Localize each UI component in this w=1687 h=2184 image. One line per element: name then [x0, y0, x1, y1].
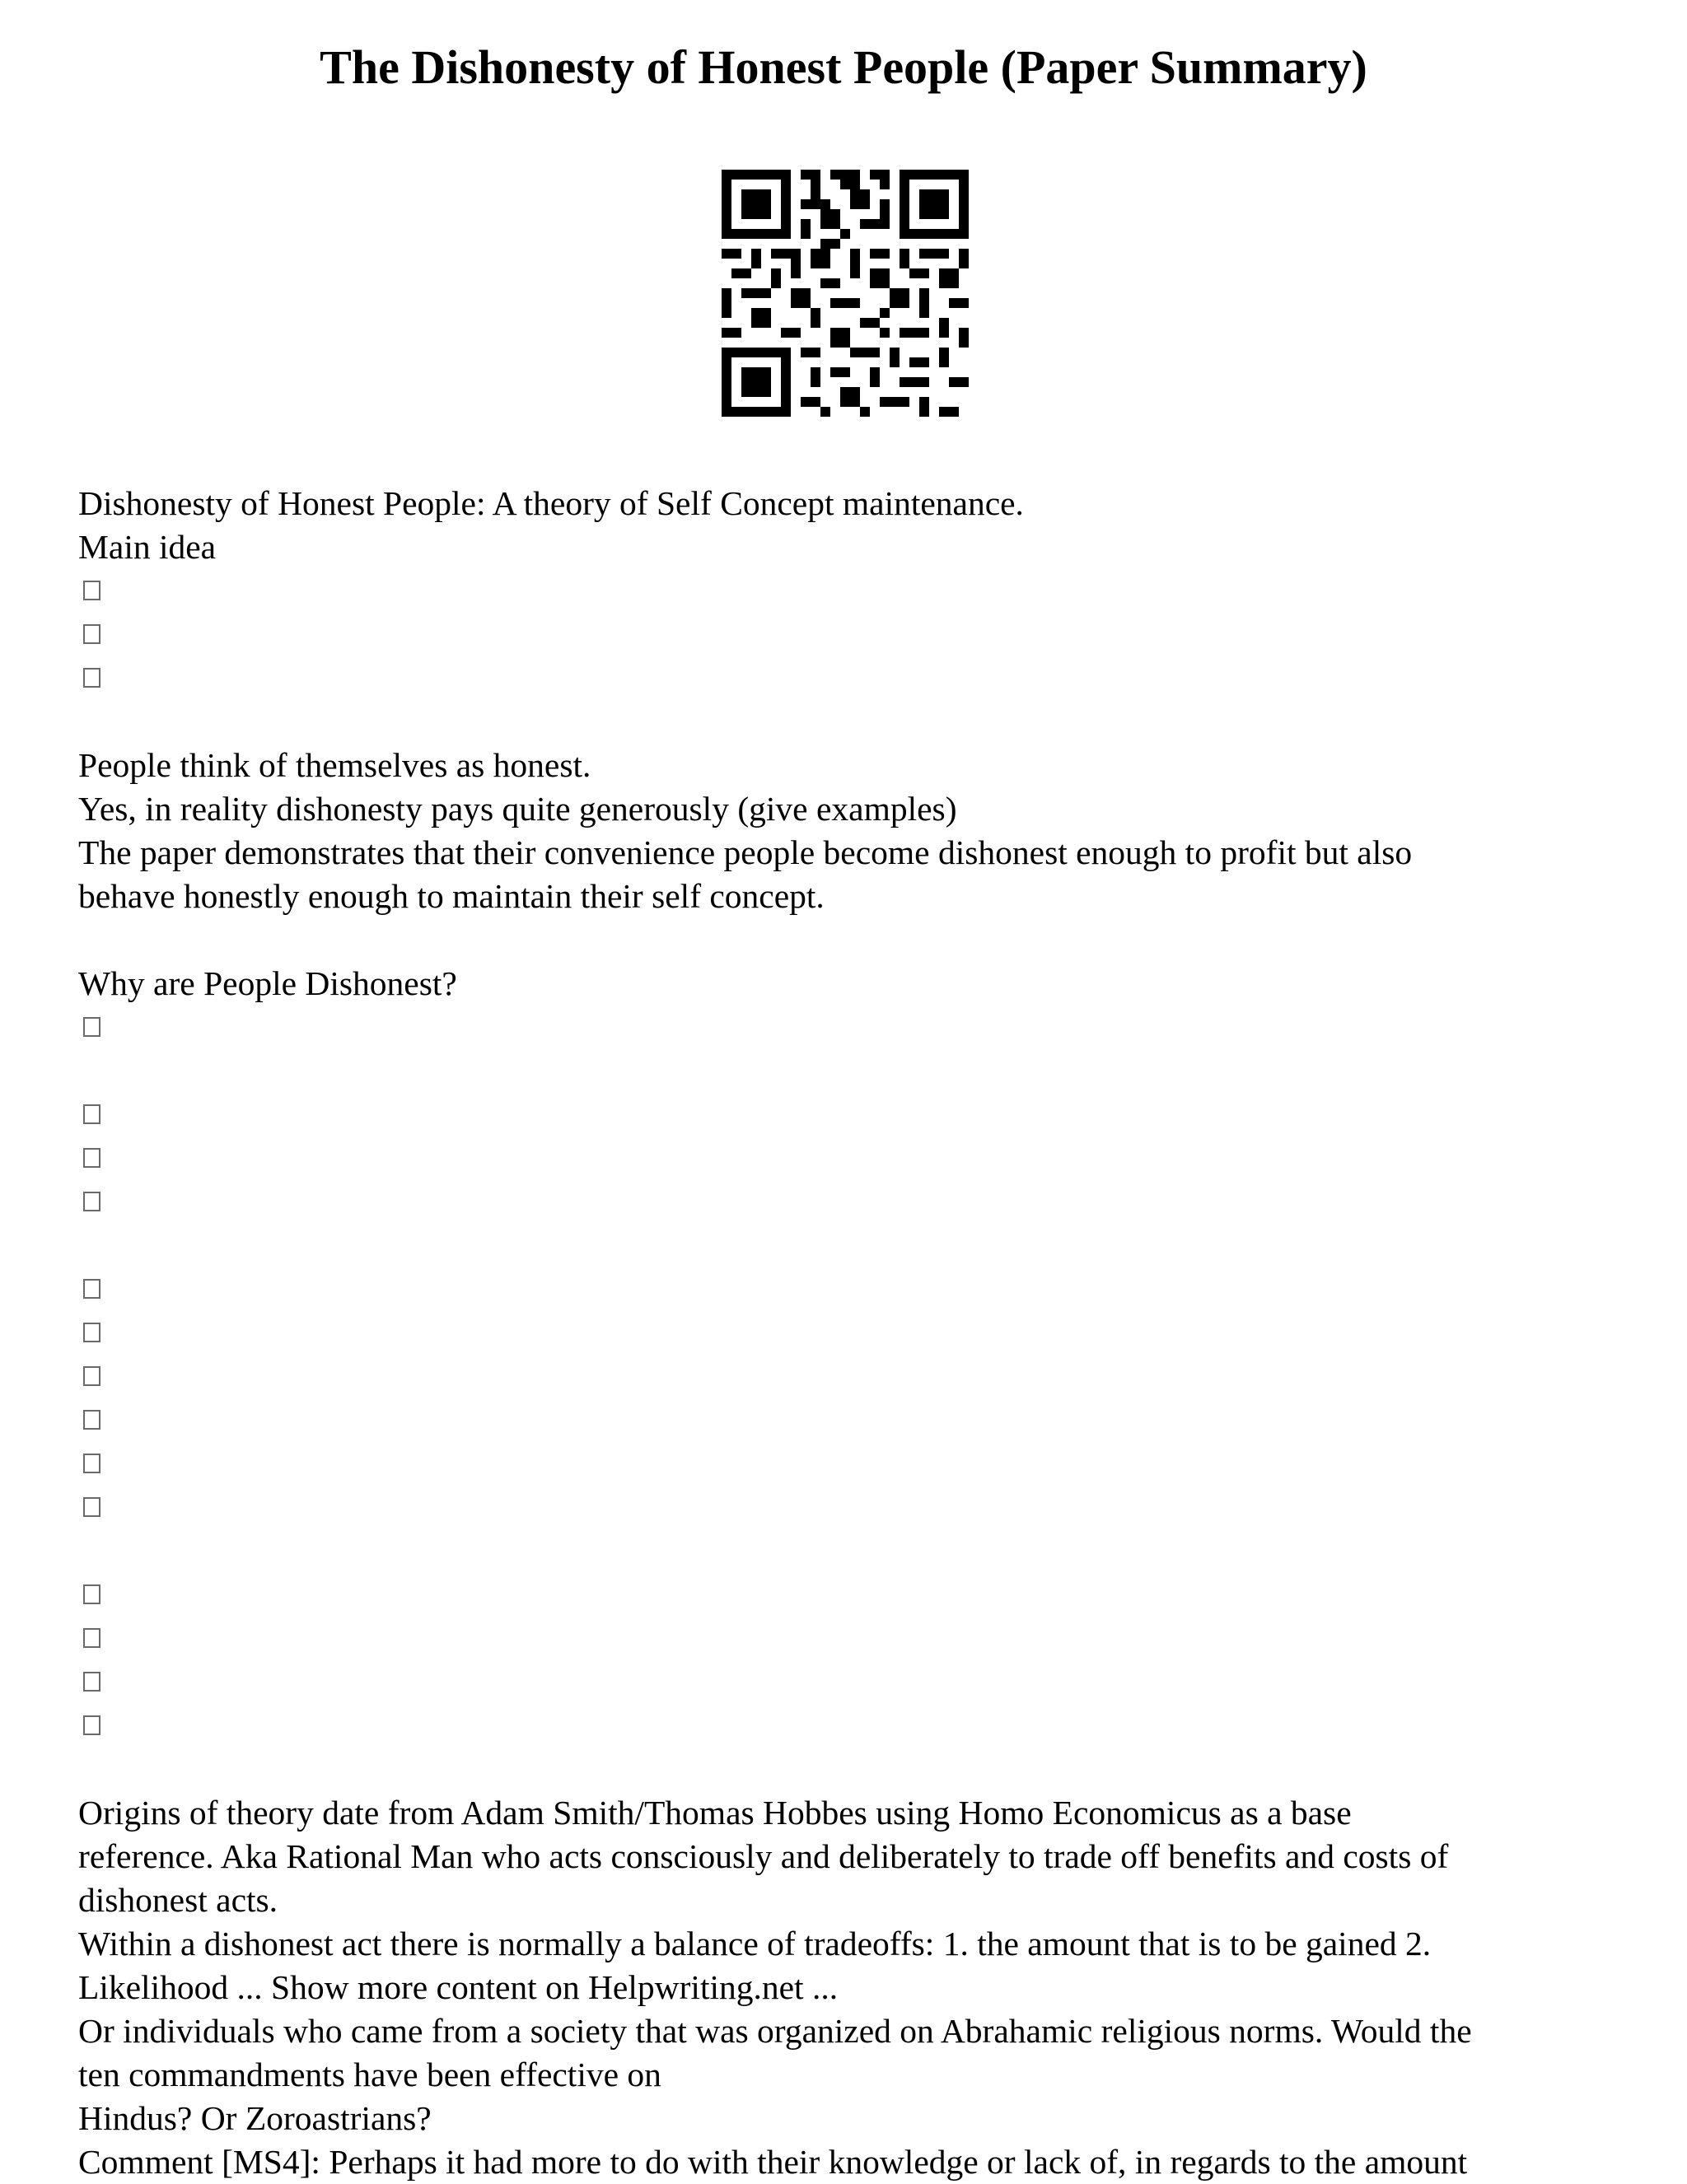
bullet-row: [78, 569, 1627, 613]
bullet-row: [78, 656, 1627, 700]
checkbox-icon: [83, 1192, 100, 1211]
bullet-row: [78, 613, 1627, 656]
checkbox-icon: [83, 668, 100, 688]
checkbox-icon: [83, 1584, 100, 1604]
bullet-row: [78, 1573, 1627, 1617]
paragraph-line: Likelihood ... Show more content on Helpwriting.net ...: [78, 1968, 839, 2006]
paragraph-line: People think of themselves as honest.: [78, 746, 591, 784]
bullet-row: [78, 1311, 1627, 1355]
paragraph-line: behave honestly enough to maintain their self concept.: [78, 877, 825, 915]
paragraph-line: Hindus? Or Zoroastrians?: [78, 2099, 432, 2137]
section-heading: Why are People Dishonest?: [78, 964, 457, 1002]
paragraph-line: Within a dishonest act there is normally a balance of tradeoffs: 1. the amount that is to be gained 2.: [78, 1925, 1432, 1962]
paragraph-line: Or individuals who came from a society that was organized on Abrahamic religious norms. Would the: [78, 2012, 1472, 2050]
comment-line: Comment [MS4]: Perhaps it had more to do with their knowledge or lack of, in regards to the amount: [78, 2143, 1468, 2181]
main-idea-heading: Main idea: [78, 528, 217, 566]
checkbox-icon: [83, 1366, 100, 1386]
checkbox-icon: [83, 1715, 100, 1735]
checkbox-icon: [83, 1672, 100, 1692]
bullet-row: [78, 1180, 1627, 1224]
qr-code-image: [722, 170, 969, 417]
bullet-row: [78, 1660, 1627, 1704]
paragraph-line: reference. Aka Rational Man who acts consciously and deliberately to trade off benefits and costs of: [78, 1837, 1449, 1875]
page-title: The Dishonesty of Honest People (Paper Summary): [320, 40, 1367, 94]
checkbox-icon: [83, 1017, 100, 1037]
checkbox-icon: [83, 1148, 100, 1168]
bullet-row: [78, 1442, 1627, 1486]
bullet-row: [78, 1267, 1627, 1311]
checkbox-icon: [83, 581, 100, 600]
paragraph-line: Yes, in reality dishonesty pays quite generously (give examples): [78, 790, 957, 828]
document-body: [78, 482, 1627, 2184]
checkbox-icon: [83, 1104, 100, 1124]
bullet-row: [78, 1006, 1627, 1049]
checkbox-icon: [83, 1628, 100, 1648]
checkbox-icon: [83, 1323, 100, 1342]
bullet-row: [78, 1617, 1627, 1660]
bullet-row: [78, 1398, 1627, 1442]
paragraph-line: The paper demonstrates that their convenience people become dishonest enough to profit but also: [78, 833, 1413, 871]
checkbox-icon: [83, 1497, 100, 1517]
bullet-row: [78, 1136, 1627, 1180]
checkbox-icon: [83, 624, 100, 644]
checkbox-icon: [83, 1454, 100, 1473]
paragraph-line: ten commandments have been effective on: [78, 2056, 661, 2093]
intro-title: Dishonesty of Honest People: A theory of Self Concept maintenance.: [78, 484, 1024, 522]
bullet-row: [78, 1486, 1627, 1529]
bullet-row: [78, 1093, 1627, 1136]
bullet-row: [78, 1355, 1627, 1398]
paragraph-line: dishonest acts.: [78, 1881, 278, 1919]
checkbox-icon: [83, 1279, 100, 1299]
checkbox-icon: [83, 1410, 100, 1430]
bullet-row: [78, 1704, 1627, 1748]
paragraph-line: Origins of theory date from Adam Smith/Thomas Hobbes using Homo Economicus as a base: [78, 1794, 1352, 1832]
